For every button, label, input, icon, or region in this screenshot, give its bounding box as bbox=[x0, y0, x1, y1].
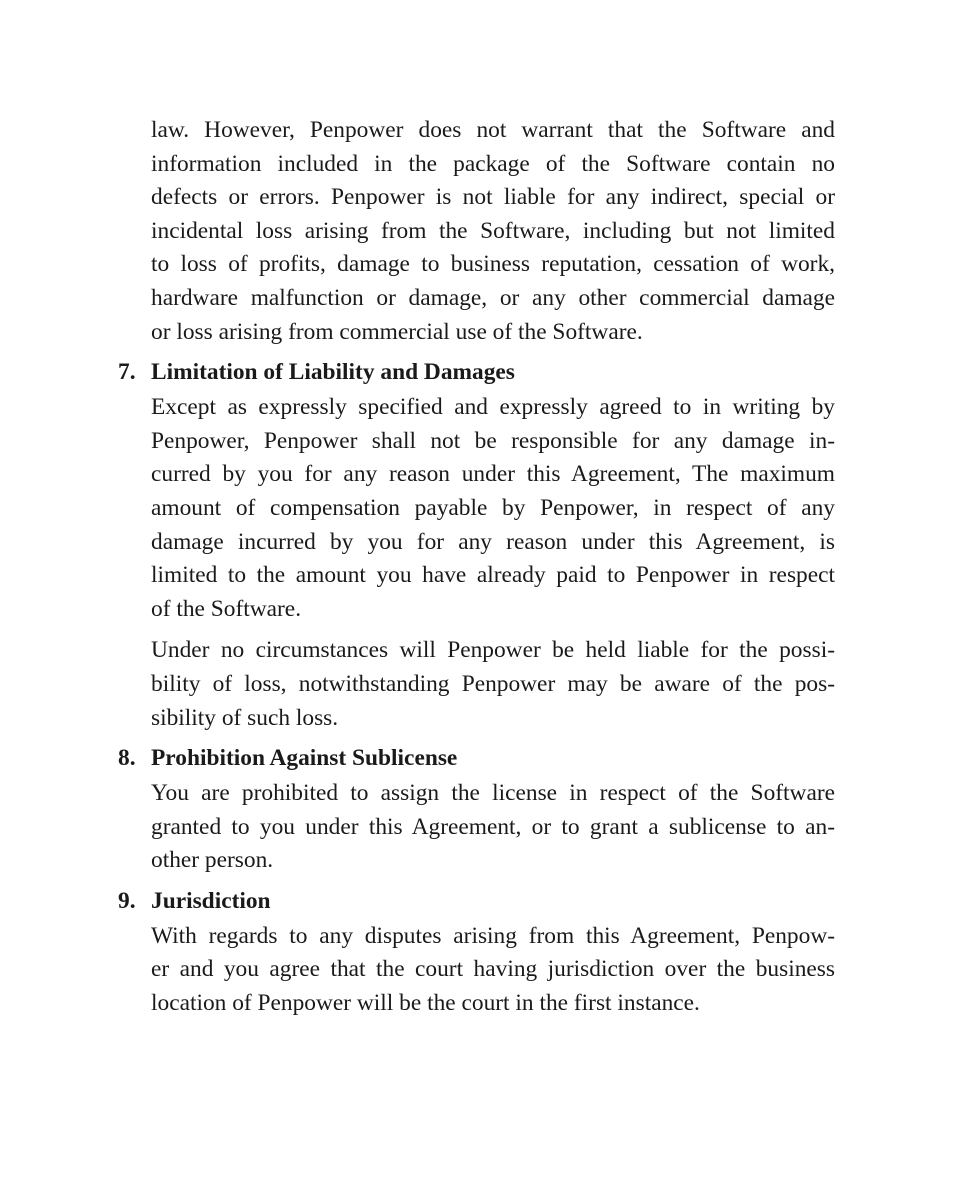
text-line: granted to you under this Agreement, or to grant a sublicense to an- bbox=[151, 813, 835, 840]
text-line: law. However, Penpower does not warrant that the Software and bbox=[151, 117, 835, 143]
section-number: 7. bbox=[118, 359, 136, 386]
text-line: Under no circumstances will Penpower be held liable for the possi- bbox=[151, 637, 835, 664]
text-line: damage incurred by you for any reason under this Agreement, is bbox=[151, 528, 835, 555]
text-line: location of Penpower will be the court in the first instance. bbox=[151, 990, 700, 1017]
text-line: Penpower, Penpower shall not be responsible for any damage in- bbox=[151, 427, 835, 454]
section-heading-8 bbox=[118, 743, 835, 773]
text-line: Except as expressly specified and expressly agreed to in writing by bbox=[151, 394, 835, 421]
text-line: other person. bbox=[151, 847, 274, 874]
text-line: incidental loss arising from the Software, including but not limited bbox=[151, 217, 835, 244]
text-line: er and you agree that the court having jurisdiction over the business bbox=[151, 956, 835, 983]
section-heading-7 bbox=[118, 357, 835, 387]
section-title: Jurisdiction bbox=[151, 887, 271, 914]
text-line: information included in the package of the Software contain no bbox=[151, 150, 835, 177]
section-7-paragraph-1 bbox=[151, 391, 835, 626]
text-line: to loss of profits, damage to business reputation, cessation of work, bbox=[151, 251, 835, 278]
text-line: limited to the amount you have already paid to Penpower in respect bbox=[151, 562, 835, 589]
text-line: With regards to any disputes arising from this Agreement, Penpow- bbox=[151, 922, 835, 949]
text-line: hardware malfunction or damage, or any other commercial damage bbox=[151, 284, 835, 311]
text-line: bility of loss, notwithstanding Penpower may be aware of the pos- bbox=[151, 670, 835, 697]
text-line: You are prohibited to assign the license in respect of the Software bbox=[151, 780, 835, 807]
section-title: Prohibition Against Sublicense bbox=[151, 745, 458, 772]
section-number: 8. bbox=[118, 745, 136, 772]
text-line: defects or errors. Penpower is not liable for any indirect, special or bbox=[151, 184, 835, 211]
section-7-paragraph-2 bbox=[151, 634, 835, 735]
intro-paragraph bbox=[151, 114, 835, 349]
section-9-paragraph-1 bbox=[151, 920, 835, 1021]
text-line: curred by you for any reason under this Agreement, The maximum bbox=[151, 461, 835, 488]
section-number: 9. bbox=[118, 887, 136, 914]
text-line: amount of compensation payable by Penpower, in respect of any bbox=[151, 494, 835, 521]
text-line: or loss arising from commercial use of the Software. bbox=[151, 318, 643, 345]
text-line: sibility of such loss. bbox=[151, 704, 339, 731]
section-heading-9 bbox=[118, 886, 835, 916]
section-8-paragraph-1 bbox=[151, 777, 835, 878]
section-title: Limitation of Liability and Damages bbox=[151, 359, 515, 386]
document-page bbox=[118, 114, 835, 1021]
text-line: of the Software. bbox=[151, 595, 302, 622]
